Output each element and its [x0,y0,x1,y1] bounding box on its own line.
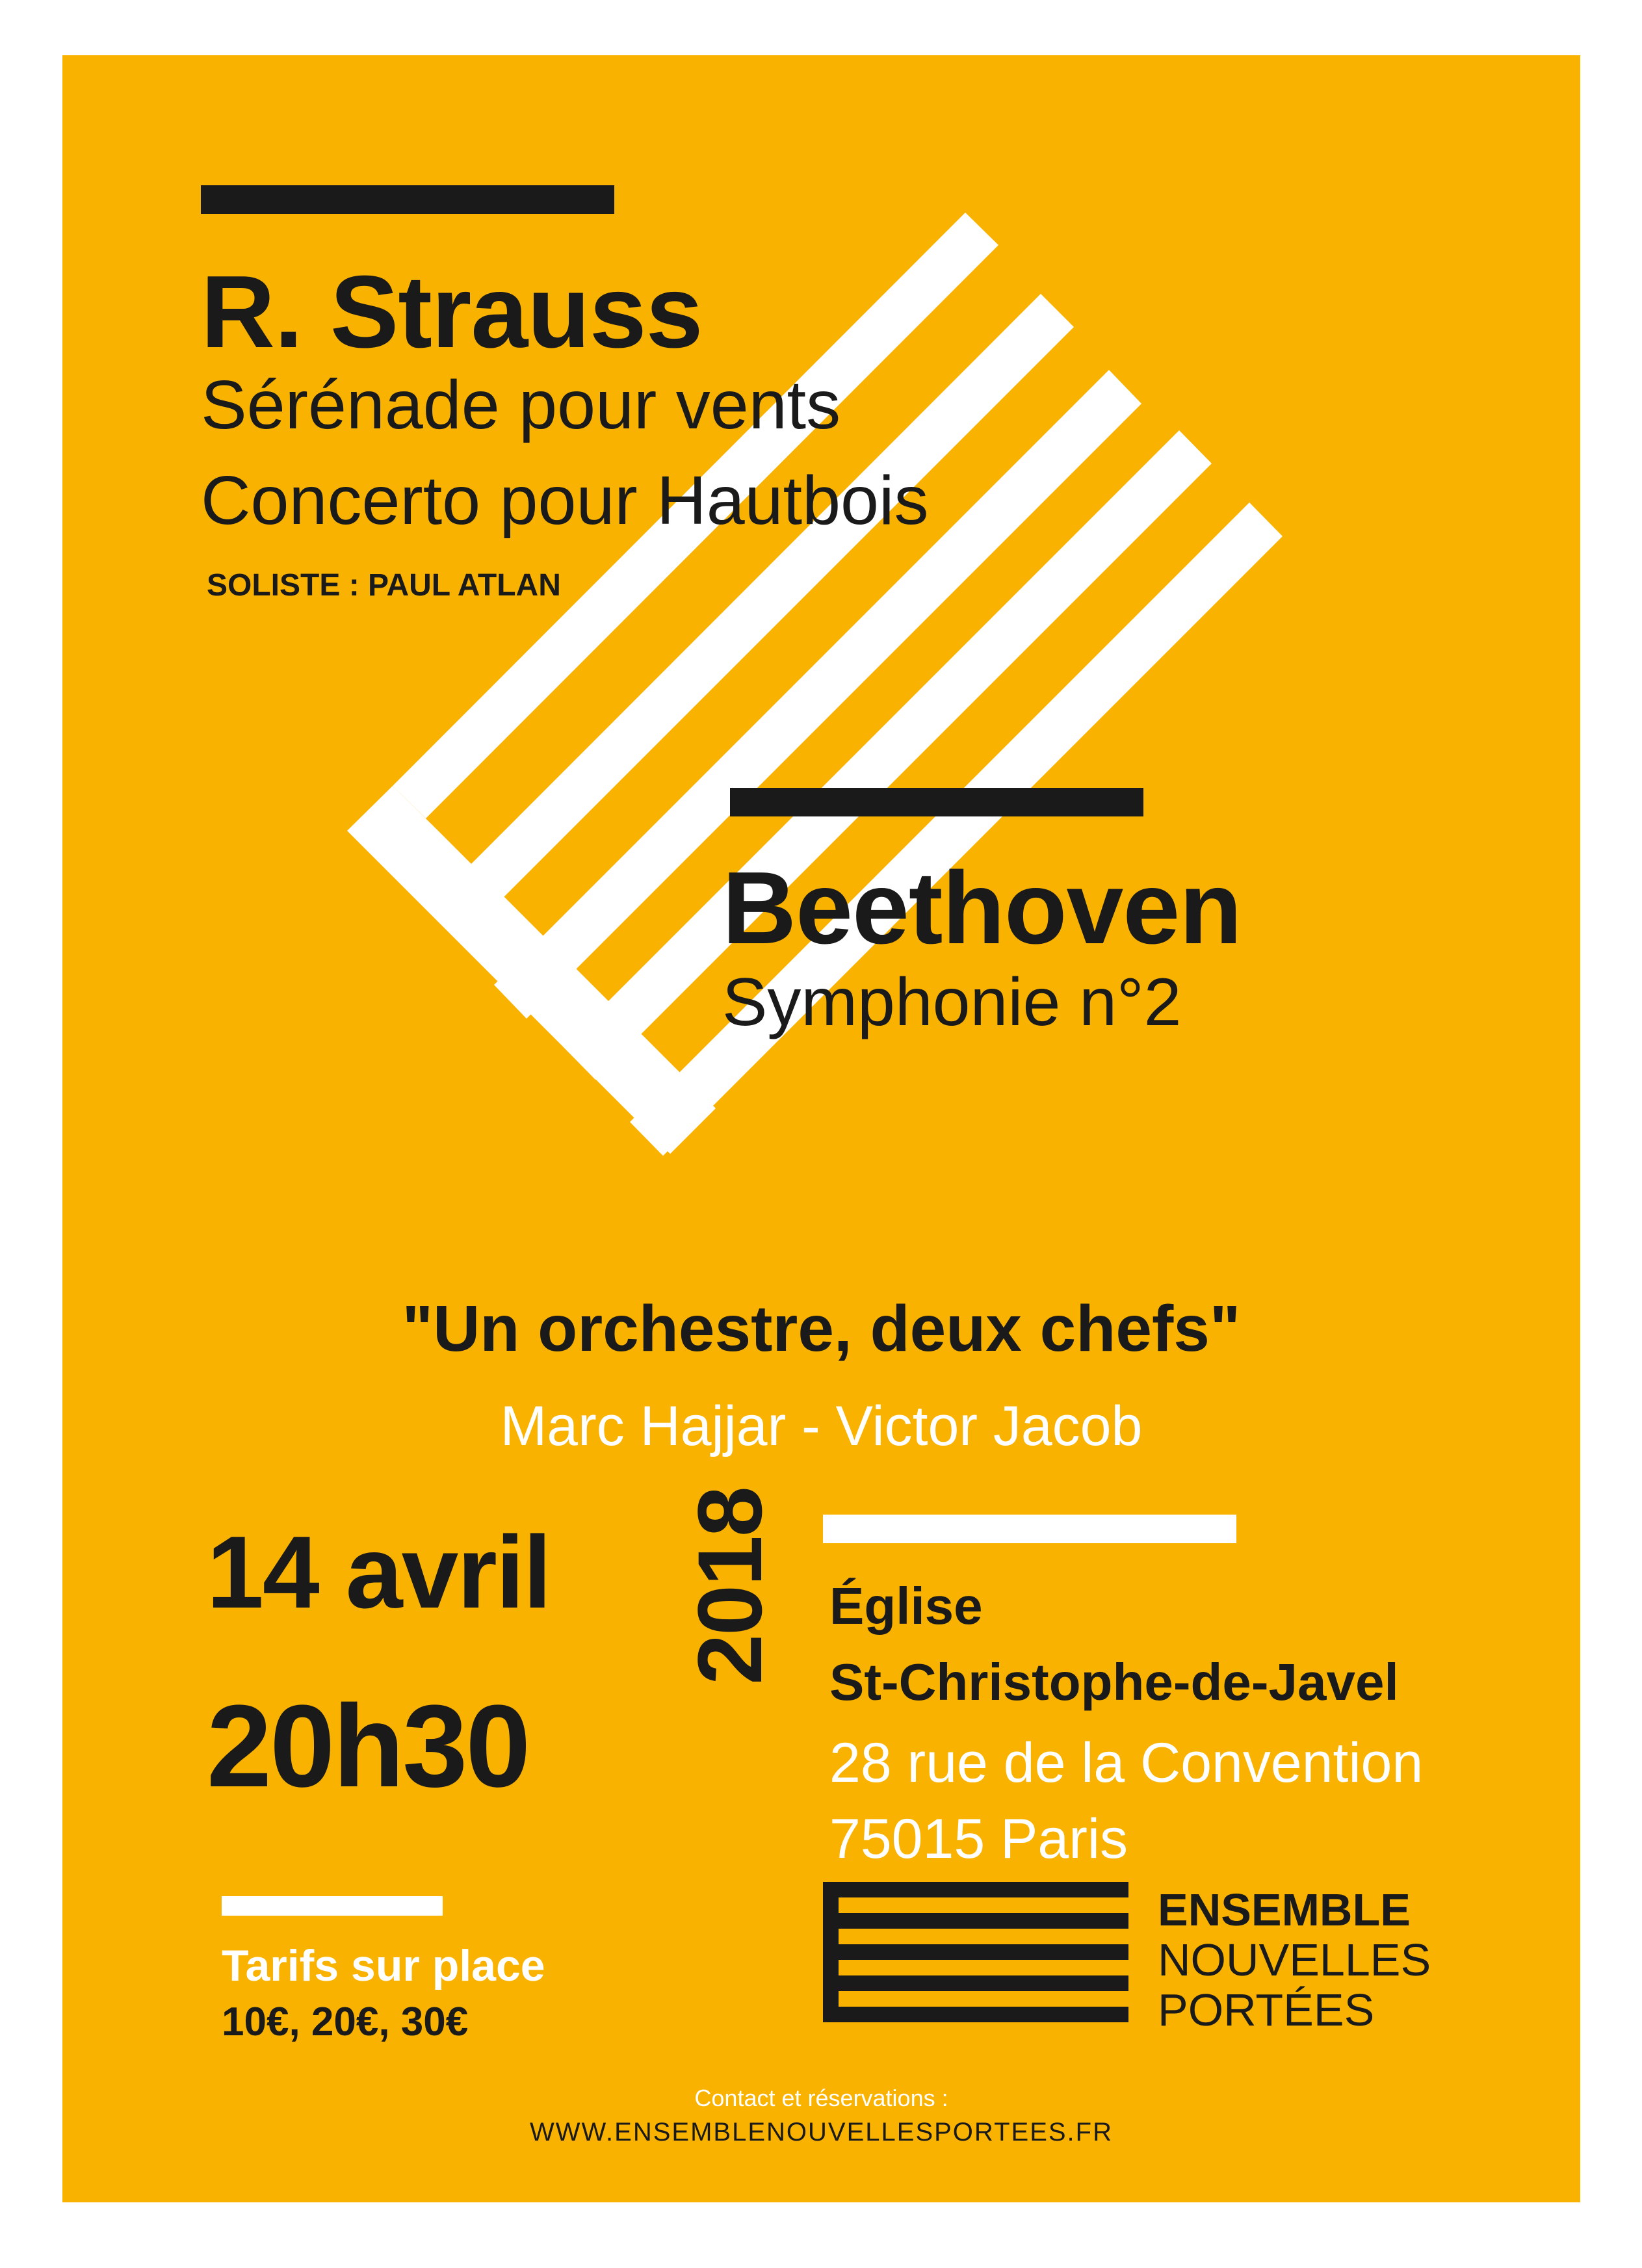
venue-white-bar [823,1515,1236,1543]
concert-poster [62,55,1580,2202]
composer-beethoven: Beethoven [722,851,1242,965]
ensemble-logo-line-3: PORTÉES [1158,1985,1375,2035]
venue-address-street: 28 rue de la Convention [829,1732,1424,1794]
concert-year: 2018 [679,1487,781,1685]
venue-address-city: 75015 Paris [829,1808,1128,1870]
concert-time: 20h30 [207,1681,529,1812]
contact-website-link[interactable]: WWW.ENSEMBLENOUVELLESPORTEES.FR [530,2118,1113,2146]
work-oboe-concerto: Concerto pour Hautbois [201,462,929,539]
tarifs-prices: 10€, 20€, 30€ [222,2000,469,2044]
conductors: Marc Hajjar - Victor Jacob [500,1395,1143,1457]
tarifs-label: Tarifs sur place [222,1941,545,1990]
middle-black-bar [730,788,1143,816]
top-black-bar [201,185,614,214]
staff-lines-logo-icon [823,1882,1141,2025]
soloist-credit: SOLISTE : PAUL ATLAN [207,568,561,603]
composer-strauss: R. Strauss [201,255,703,369]
ensemble-logo-line-1: ENSEMBLE [1158,1884,1411,1935]
venue-name-line-2: St-Christophe-de-Javel [829,1653,1399,1711]
concert-date: 14 avril [207,1515,551,1630]
work-symphony-2: Symphonie n°2 [722,965,1182,1040]
concert-tagline: "Un orchestre, deux chefs" [402,1292,1241,1365]
work-serenade: Sérénade pour vents [201,367,841,443]
tarifs-white-bar [222,1896,443,1916]
contact-label: Contact et réservations : [694,2085,948,2111]
venue-name-line-1: Église [829,1577,983,1635]
ensemble-logo-line-2: NOUVELLES [1158,1935,1431,1985]
